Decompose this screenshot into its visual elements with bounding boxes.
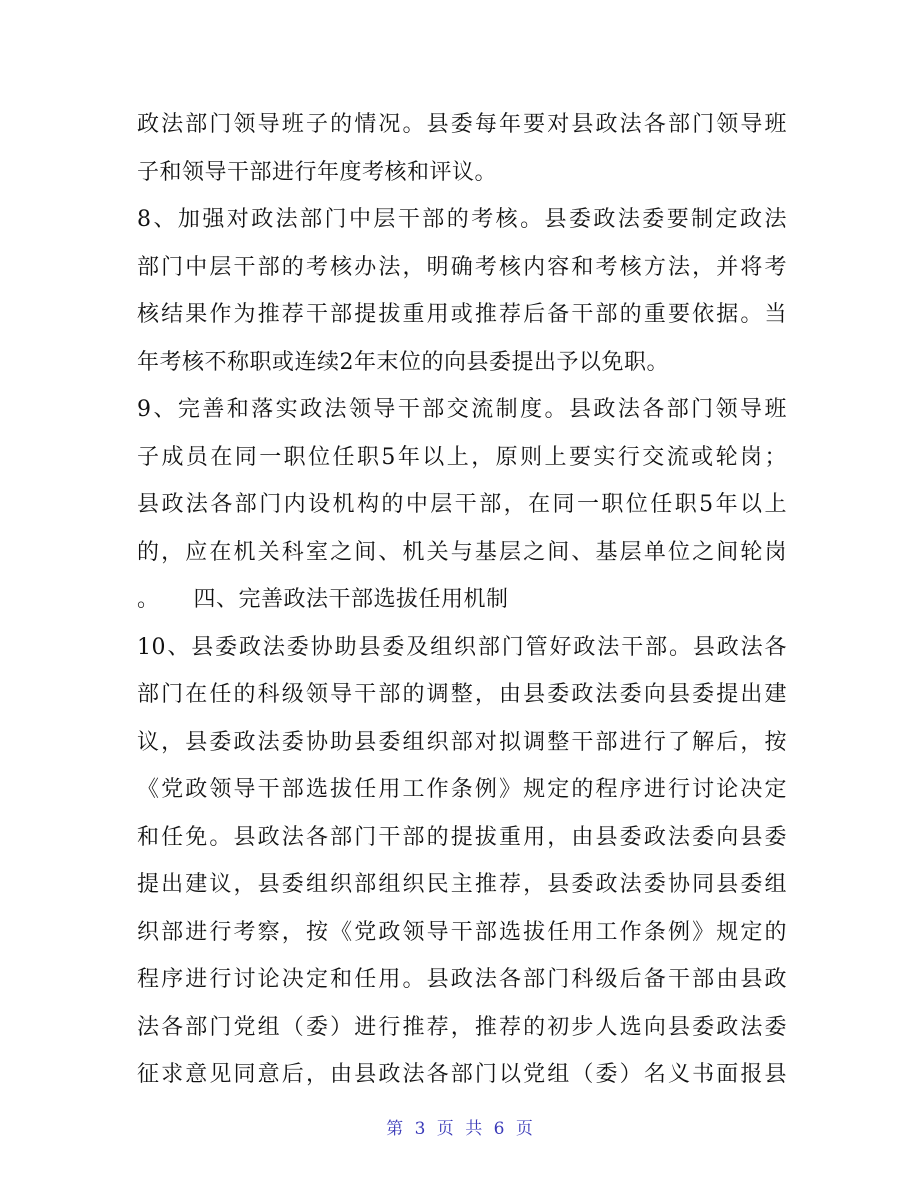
current-page-number: 3 bbox=[414, 1119, 427, 1139]
text-line: 10、县委政法委协助县委及组织部门管好政法干部。县政法各 bbox=[137, 634, 787, 660]
text-line: 核结果作为推荐干部提拔重用或推荐后备干部的重要依据。当 bbox=[137, 302, 787, 327]
text-line: 子和领导干部进行年度考核和评议。 bbox=[137, 159, 498, 185]
text-line: 子成员在同一职位任职5年以上，原则上要实行交流或轮岗； bbox=[137, 444, 787, 470]
text-line: 9、完善和落实政法领导干部交流制度。县政法各部门领导班 bbox=[137, 397, 787, 422]
body-text bbox=[137, 101, 787, 1099]
text-line: 的，应在机关科室之间、机关与基层之间、基层单位之间轮岗 bbox=[137, 539, 787, 565]
text-line: 年考核不称职或连续2年末位的向县委提出予以免职。 bbox=[137, 349, 669, 375]
footer-suffix: 页 bbox=[515, 1119, 534, 1139]
footer-prefix: 第 bbox=[386, 1119, 405, 1139]
footer-total-word: 共 bbox=[465, 1119, 484, 1139]
text-line: 县政法各部门内设机构的中层干部，在同一职位任职5年以上 bbox=[137, 492, 787, 517]
text-line: 织部进行考察，按《党政领导干部选拔任用工作条例》规定的 bbox=[137, 919, 787, 945]
text-line: 法各部门党组（委）进行推荐，推荐的初步人选向县委政法委 bbox=[137, 1014, 787, 1040]
text-line: 《党政领导干部选拔任用工作条例》规定的程序进行讨论决定 bbox=[137, 777, 787, 802]
text-line: 8、加强对政法部门中层干部的考核。县委政法委要制定政法 bbox=[137, 207, 787, 232]
text-line: 部门在任的科级领导干部的调整，由县委政法委向县委提出建 bbox=[137, 682, 787, 707]
total-page-number: 6 bbox=[493, 1119, 506, 1139]
footer-page-word: 页 bbox=[436, 1119, 455, 1139]
text-line: 议，县委政法委协助县委组织部对拟调整干部进行了解后，按 bbox=[137, 729, 787, 755]
text-line: 。 四、完善政法干部选拔任用机制 bbox=[137, 587, 509, 612]
text-line: 提出建议，县委组织部组织民主推荐，县委政法委协同县委组 bbox=[137, 872, 787, 897]
text-line: 政法部门领导班子的情况。县委每年要对县政法各部门领导班 bbox=[137, 112, 787, 137]
text-line: 和任免。县政法各部门干部的提拔重用，由县委政法委向县委 bbox=[137, 824, 787, 850]
page-number-footer bbox=[0, 1114, 920, 1139]
text-line: 征求意见同意后，由县政法各部门以党组（委）名义书面报县 bbox=[137, 1062, 787, 1087]
text-line: 程序进行讨论决定和任用。县政法各部门科级后备干部由县政 bbox=[137, 967, 787, 992]
text-line: 部门中层干部的考核办法，明确考核内容和考核方法，并将考 bbox=[137, 254, 787, 280]
